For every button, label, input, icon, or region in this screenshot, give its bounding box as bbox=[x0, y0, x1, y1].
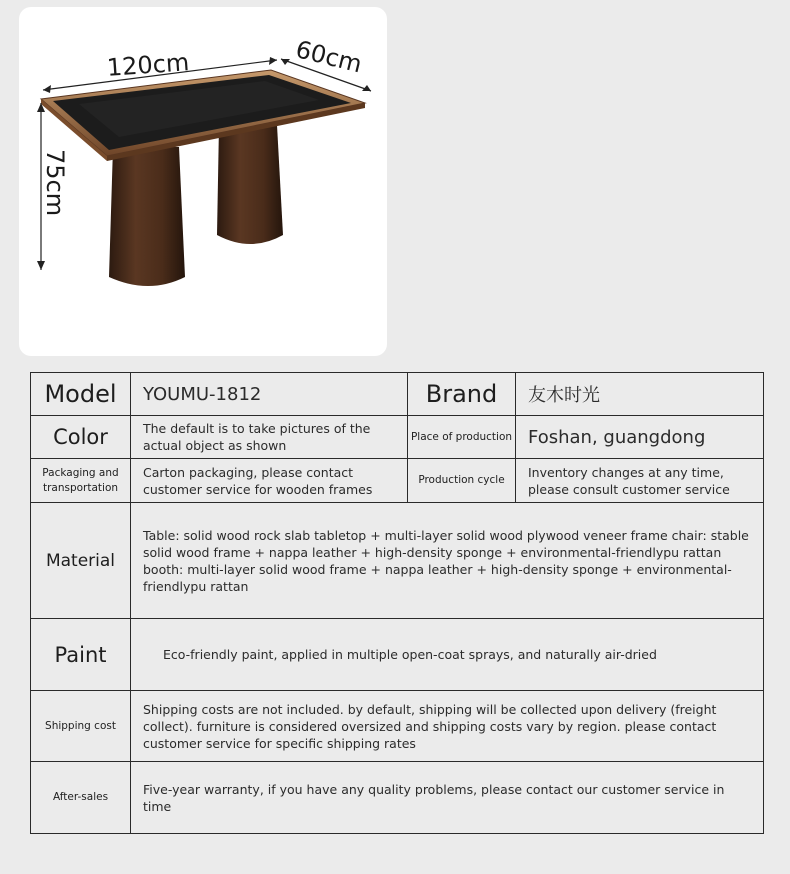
paint-value: Eco-friendly paint, applied in multiple open-coat sprays, and naturally air-dried bbox=[131, 619, 764, 691]
aftersales-value: Five-year warranty, if you have any quality problems, please contact our customer service in time bbox=[131, 762, 764, 834]
place-value: Foshan, guangdong bbox=[516, 416, 764, 459]
material-label: Material bbox=[31, 503, 131, 619]
depth-label: 60cm bbox=[292, 35, 365, 79]
table-illustration bbox=[19, 7, 387, 356]
material-value: Table: solid wood rock slab tabletop + multi-layer solid wood plywood veneer frame chair: stable solid wood frame + nappa leather + high-density sponge + environmental-friendlypu rattan booth: multi-layer solid wood frame + nappa leather + high-density sponge + environmental-friendlypu rattan bbox=[131, 503, 764, 619]
aftersales-label: After-sales bbox=[31, 762, 131, 834]
shipping-value: Shipping costs are not included. by default, shipping will be collected upon delivery (freight collect). furniture is considered oversized and shipping costs vary by region. please contact customer service for specific shipping rates bbox=[131, 691, 764, 762]
brand-value: 友木时光 bbox=[516, 373, 764, 416]
front-pedestal bbox=[109, 147, 185, 286]
back-pedestal bbox=[217, 125, 283, 244]
brand-label: Brand bbox=[408, 373, 516, 416]
model-value: YOUMU-1812 bbox=[131, 373, 408, 416]
color-label: Color bbox=[31, 416, 131, 459]
spec-row-material bbox=[31, 503, 764, 619]
spec-row-model bbox=[31, 373, 764, 416]
height-label: 75cm bbox=[41, 149, 69, 217]
spec-row-color bbox=[31, 416, 764, 459]
product-image bbox=[19, 7, 387, 356]
place-label: Place of production bbox=[408, 416, 516, 459]
model-label: Model bbox=[31, 373, 131, 416]
shipping-label: Shipping cost bbox=[31, 691, 131, 762]
packaging-label: Packaging and transportation bbox=[31, 459, 131, 503]
width-label: 120cm bbox=[105, 48, 191, 82]
spec-row-aftersales bbox=[31, 762, 764, 834]
spec-row-paint bbox=[31, 619, 764, 691]
color-value: The default is to take pictures of the actual object as shown bbox=[131, 416, 408, 459]
spec-row-shipping bbox=[31, 691, 764, 762]
spec-table bbox=[30, 372, 764, 834]
cycle-label: Production cycle bbox=[408, 459, 516, 503]
cycle-value: Inventory changes at any time, please consult customer service bbox=[516, 459, 764, 503]
packaging-value: Carton packaging, please contact customer service for wooden frames bbox=[131, 459, 408, 503]
spec-row-packaging bbox=[31, 459, 764, 503]
paint-label: Paint bbox=[31, 619, 131, 691]
